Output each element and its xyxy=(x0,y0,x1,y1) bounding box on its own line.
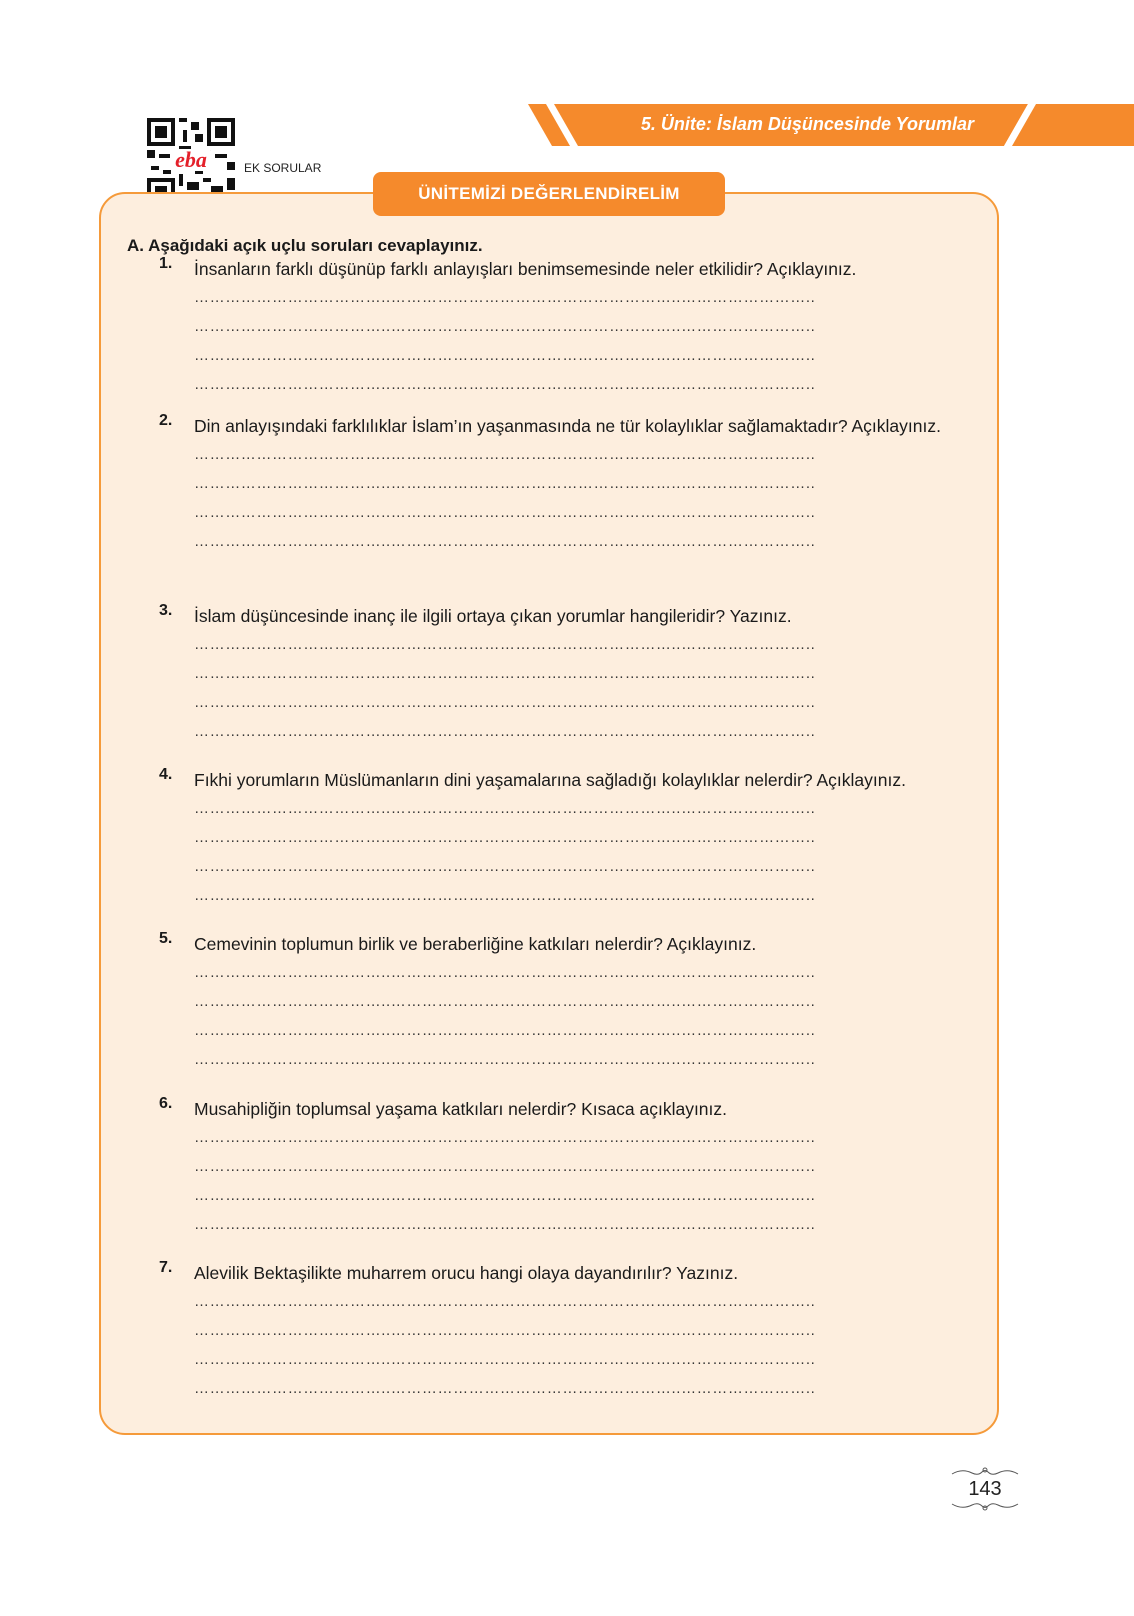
answer-line: ………………………………..………………………………………………..…………………….. xyxy=(194,347,816,364)
answer-area[interactable] xyxy=(194,1123,949,1239)
answer-line: ………………………………..………………………………………………..…………………….. xyxy=(194,665,816,682)
answer-line: ………………………………..………………………………………………..…………………….. xyxy=(194,1293,816,1310)
answer-line: ………………………………..………………………………………………..…………………….. xyxy=(194,887,816,904)
question-text: Din anlayışındaki farklılıklar İslam’ın yaşanmasında ne tür kolaylıklar sağlamaktadır? Açıklayınız. xyxy=(194,416,941,436)
answer-line: ………………………………..………………………………………………..…………………….. xyxy=(194,475,816,492)
section-title: A. Aşağıdaki açık uçlu soruları cevaplayınız. xyxy=(127,236,483,255)
answer-line: ………………………………..………………………………………………..…………………….. xyxy=(194,1322,816,1339)
question-7 xyxy=(159,1259,977,1403)
answer-line: ………………………………..………………………………………………..…………………….. xyxy=(194,723,816,740)
answer-line: ………………………………..………………………………………………..…………………….. xyxy=(194,1216,816,1233)
answer-line: ………………………………..………………………………………………..…………………….. xyxy=(194,1051,816,1068)
answer-line: ………………………………..………………………………………………..…………………….. xyxy=(194,289,816,306)
question-text: Cemevinin toplumun birlik ve beraberliğine katkıları nelerdir? Açıklayınız. xyxy=(194,934,757,954)
question-5 xyxy=(159,930,977,1074)
answer-line: ………………………………..………………………………………………..…………………….. xyxy=(194,318,816,335)
unit-banner xyxy=(528,104,1134,146)
question-text: Musahipliğin toplumsal yaşama katkıları nelerdir? Kısaca açıklayınız. xyxy=(194,1099,728,1119)
answer-line: ………………………………..………………………………………………..…………………….. xyxy=(194,376,816,393)
answer-line: ………………………………..………………………………………………..…………………….. xyxy=(194,504,816,521)
answer-line: ………………………………..………………………………………………..…………………….. xyxy=(194,533,816,550)
answer-line: ………………………………..………………………………………………..…………………….. xyxy=(194,694,816,711)
question-number: 2. xyxy=(159,412,173,429)
answer-line: ………………………………..………………………………………………..…………………….. xyxy=(194,1380,816,1397)
question-number: 3. xyxy=(159,602,173,619)
unit-title: 5. Ünite: İslam Düşüncesinde Yorumlar xyxy=(640,114,974,134)
question-number: 5. xyxy=(159,930,173,947)
question-number: 4. xyxy=(159,766,173,783)
question-2 xyxy=(159,412,977,556)
answer-line: ………………………………..………………………………………………..…………………….. xyxy=(194,829,816,846)
question-6 xyxy=(159,1095,977,1239)
answer-line: ………………………………..………………………………………………..…………………….. xyxy=(194,636,816,653)
question-number: 6. xyxy=(159,1095,173,1112)
question-number: 7. xyxy=(159,1259,173,1276)
answer-area[interactable] xyxy=(194,794,949,910)
ornament-bottom-icon xyxy=(950,1500,1020,1512)
answer-line: ………………………………..………………………………………………..…………………….. xyxy=(194,1187,816,1204)
answer-area[interactable] xyxy=(194,440,949,556)
answer-line: ………………………………..………………………………………………..…………………….. xyxy=(194,993,816,1010)
answer-line: ………………………………..………………………………………………..…………………….. xyxy=(194,1129,816,1146)
page-number: 143 xyxy=(968,1478,1002,1500)
ek-sorular-label: EK SORULAR xyxy=(244,161,322,175)
section-tab: ÜNİTEMİZİ DEĞERLENDİRELİM xyxy=(373,172,725,216)
eba-logo: eba xyxy=(170,149,212,171)
answer-area[interactable] xyxy=(194,283,949,399)
question-4 xyxy=(159,766,977,910)
ornament-top-icon xyxy=(950,1466,1020,1478)
answer-line: ………………………………..………………………………………………..…………………….. xyxy=(194,800,816,817)
question-text: İslam düşüncesinde inanç ile ilgili ortaya çıkan yorumlar hangileridir? Yazınız. xyxy=(194,606,792,626)
question-text: Alevilik Bektaşilikte muharrem orucu hangi olaya dayandırılır? Yazınız. xyxy=(194,1263,739,1283)
answer-area[interactable] xyxy=(194,630,949,746)
question-1 xyxy=(159,255,977,399)
question-text: İnsanların farklı düşünüp farklı anlayışları benimsemesinde neler etkilidir? Açıklayınız. xyxy=(194,259,857,279)
answer-area[interactable] xyxy=(194,958,949,1074)
answer-line: ………………………………..………………………………………………..…………………….. xyxy=(194,446,816,463)
question-3 xyxy=(159,602,977,746)
answer-line: ………………………………..………………………………………………..…………………….. xyxy=(194,1022,816,1039)
answer-line: ………………………………..………………………………………………..…………………….. xyxy=(194,858,816,875)
question-number: 1. xyxy=(159,255,173,272)
answer-area[interactable] xyxy=(194,1287,949,1403)
page-number-block xyxy=(950,1466,1020,1512)
answer-line: ………………………………..………………………………………………..…………………….. xyxy=(194,1351,816,1368)
answer-line: ………………………………..………………………………………………..…………………….. xyxy=(194,964,816,981)
question-text: Fıkhi yorumların Müslümanların dini yaşamalarına sağladığı kolaylıklar nelerdir? Açıklayınız. xyxy=(194,770,906,790)
answer-line: ………………………………..………………………………………………..…………………….. xyxy=(194,1158,816,1175)
